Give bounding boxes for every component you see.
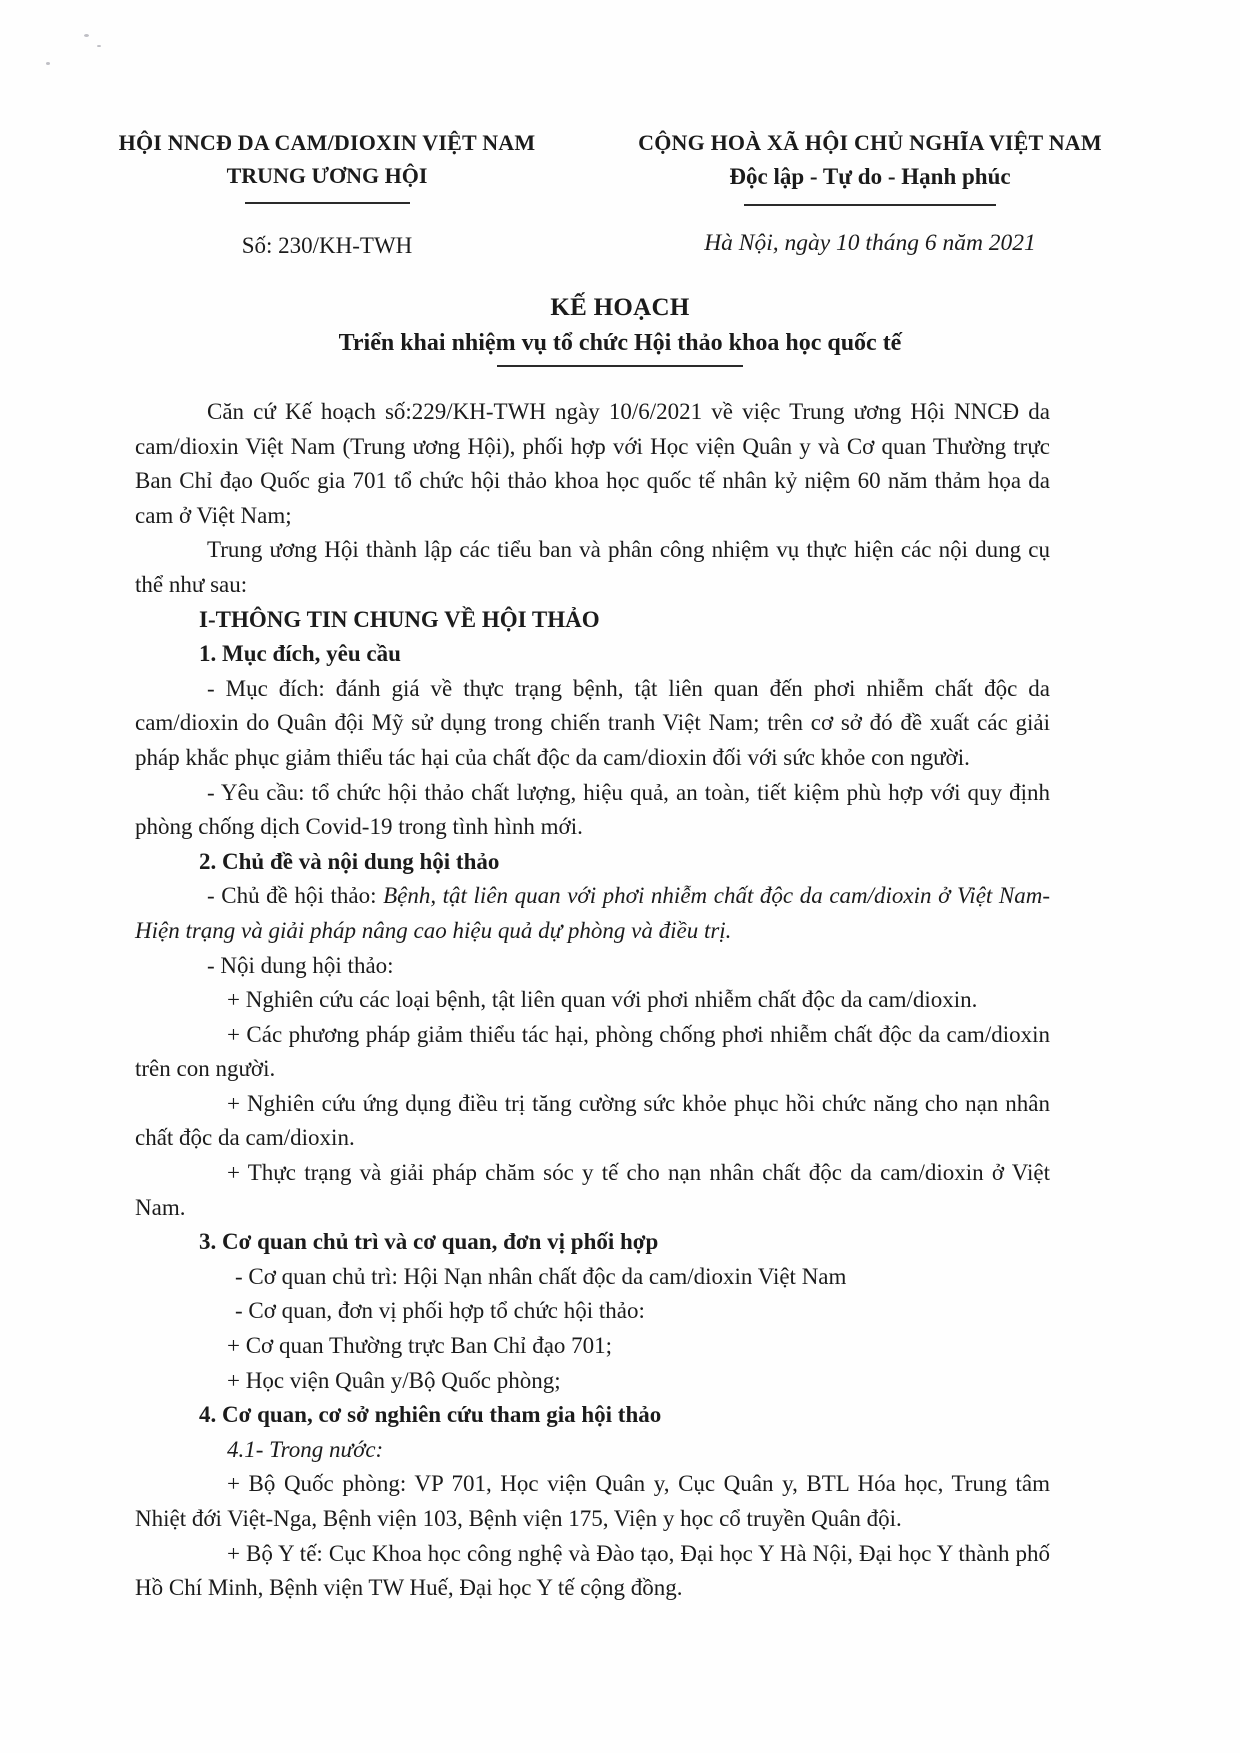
- paragraph: + Bộ Y tế: Cục Khoa học công nghệ và Đào tạo, Đại học Y Hà Nội, Đại học Y thành phố Hồ Chí Minh, Bệnh viện TW Huế, Đại học Y tế cộng đồng.: [135, 1540, 1050, 1601]
- document-header: [0, 126, 1240, 261]
- paragraph: 2. Chủ đề và nội dung hội thảo: [199, 848, 500, 874]
- paragraph: Trung ương Hội thành lập các tiểu ban và phân công nhiệm vụ thực hiện các nội dung cụ thể như sau:: [135, 537, 1050, 597]
- paragraph-segment-italic: Bệnh, tật liên quan với phơi nhiễm chất độc da cam/dioxin ở Việt Nam- Hiện trạng và giải pháp nâng cao hiệu quả dự phòng và điều trị.: [135, 883, 1051, 943]
- paragraph: + Cơ quan Thường trực Ban Chỉ đạo 701;: [227, 1333, 613, 1359]
- paragraph-segment: - Chủ đề hội thảo:: [207, 883, 384, 909]
- national-motto-line: Độc lập - Tự do - Hạnh phúc: [729, 164, 1011, 189]
- paragraph: 3. Cơ quan chủ trì và cơ quan, đơn vị phối hợp: [199, 1229, 659, 1255]
- place-date-line: Hà Nội, ngày 10 tháng 6 năm 2021: [704, 230, 1036, 256]
- document-title: KẾ HOẠCH: [550, 294, 690, 321]
- paragraph: + Nghiên cứu ứng dụng điều trị tăng cường sức khỏe phục hồi chức năng cho nạn nhân chất độc da cam/dioxin.: [135, 1090, 1050, 1151]
- paragraph: Căn cứ Kế hoạch số:229/KH-TWH ngày 10/6/2021 về việc Trung ương Hội NNCĐ da cam/dioxin Việt Nam (Trung ương Hội), phối hợp với Học viện Quân y và Cơ quan Thường trực Ban Chỉ đạo Quốc gia 701 tổ chức hội thảo khoa học quốc tế nhân kỷ niệm 60 năm thảm họa da cam ở Việt Nam;: [135, 399, 1050, 528]
- paragraph: - Cơ quan, đơn vị phối hợp tổ chức hội thảo:: [235, 1298, 645, 1324]
- document-subtitle: Triển khai nhiệm vụ tổ chức Hội thảo khoa học quốc tế: [338, 330, 902, 356]
- paragraph: + Nghiên cứu các loại bệnh, tật liên quan với phơi nhiễm chất độc da cam/dioxin.: [227, 987, 978, 1013]
- document-body: [135, 395, 1050, 1606]
- paragraph: - Nội dung hội thảo:: [207, 952, 394, 978]
- scan-speckle: [97, 45, 101, 47]
- paragraph: + Học viện Quân y/Bộ Quốc phòng;: [227, 1367, 561, 1393]
- title-underline: [497, 365, 743, 367]
- org-name-line: HỘI NNCĐ DA CAM/DIOXIN VIỆT NAM: [118, 130, 536, 155]
- paragraph: 4. Cơ quan, cơ sở nghiên cứu tham gia hội thảo: [199, 1402, 662, 1428]
- document-number: Số: 230/KH-TWH: [241, 233, 413, 258]
- paragraph: + Bộ Quốc phòng: VP 701, Học viện Quân y, Cục Quân y, BTL Hóa học, Trung tâm Nhiệt đới Việt-Nga, Bệnh viện 103, Bệnh viện 175, Viện y học cổ truyền Quân đội.: [135, 1471, 1050, 1531]
- paragraph: - Mục đích: đánh giá về thực trạng bệnh, tật liên quan đến phơi nhiễm chất độc da cam/dioxin do Quân đội Mỹ sử dụng trong chiến tranh Việt Nam; trên cơ sở đó đề xuất các giải pháp khắc phục giảm thiểu tác hại của chất độc da cam/dioxin đối với sức khỏe con người.: [135, 675, 1050, 770]
- paragraph: + Các phương pháp giảm thiểu tác hại, phòng chống phơi nhiễm chất độc da cam/dioxin trên con người.: [135, 1021, 1050, 1082]
- paragraph: I-THÔNG TIN CHUNG VỀ HỘI THẢO: [199, 606, 600, 632]
- paragraph: - Cơ quan chủ trì: Hội Nạn nhân chất độc da cam/dioxin Việt Nam: [235, 1263, 847, 1289]
- document-title-block: [0, 291, 1240, 367]
- paragraph: - Yêu cầu: tổ chức hội thảo chất lượng, hiệu quả, an toàn, tiết kiệm phù hợp với quy định phòng chống dịch Covid-19 trong tình hình mới.: [135, 779, 1050, 840]
- issuing-org-block: [88, 126, 566, 261]
- org-subname-line: TRUNG ƯƠNG HỘI: [226, 163, 428, 188]
- paragraph: 1. Mục đích, yêu cầu: [199, 641, 401, 667]
- paragraph: [135, 879, 1050, 948]
- paragraph: + Thực trạng và giải pháp chăm sóc y tế cho nạn nhân chất độc da cam/dioxin ở Việt Nam.: [135, 1160, 1050, 1220]
- paragraph: 4.1- Trong nước:: [227, 1436, 384, 1462]
- org-underline: [245, 202, 410, 204]
- scan-speckle: [84, 34, 89, 37]
- motto-underline: [744, 204, 996, 206]
- national-title-line: CỘNG HOÀ XÃ HỘI CHỦ NGHĨA VIỆT NAM: [638, 130, 1102, 155]
- national-motto-block: [566, 126, 1174, 258]
- scan-speckle: [46, 62, 50, 65]
